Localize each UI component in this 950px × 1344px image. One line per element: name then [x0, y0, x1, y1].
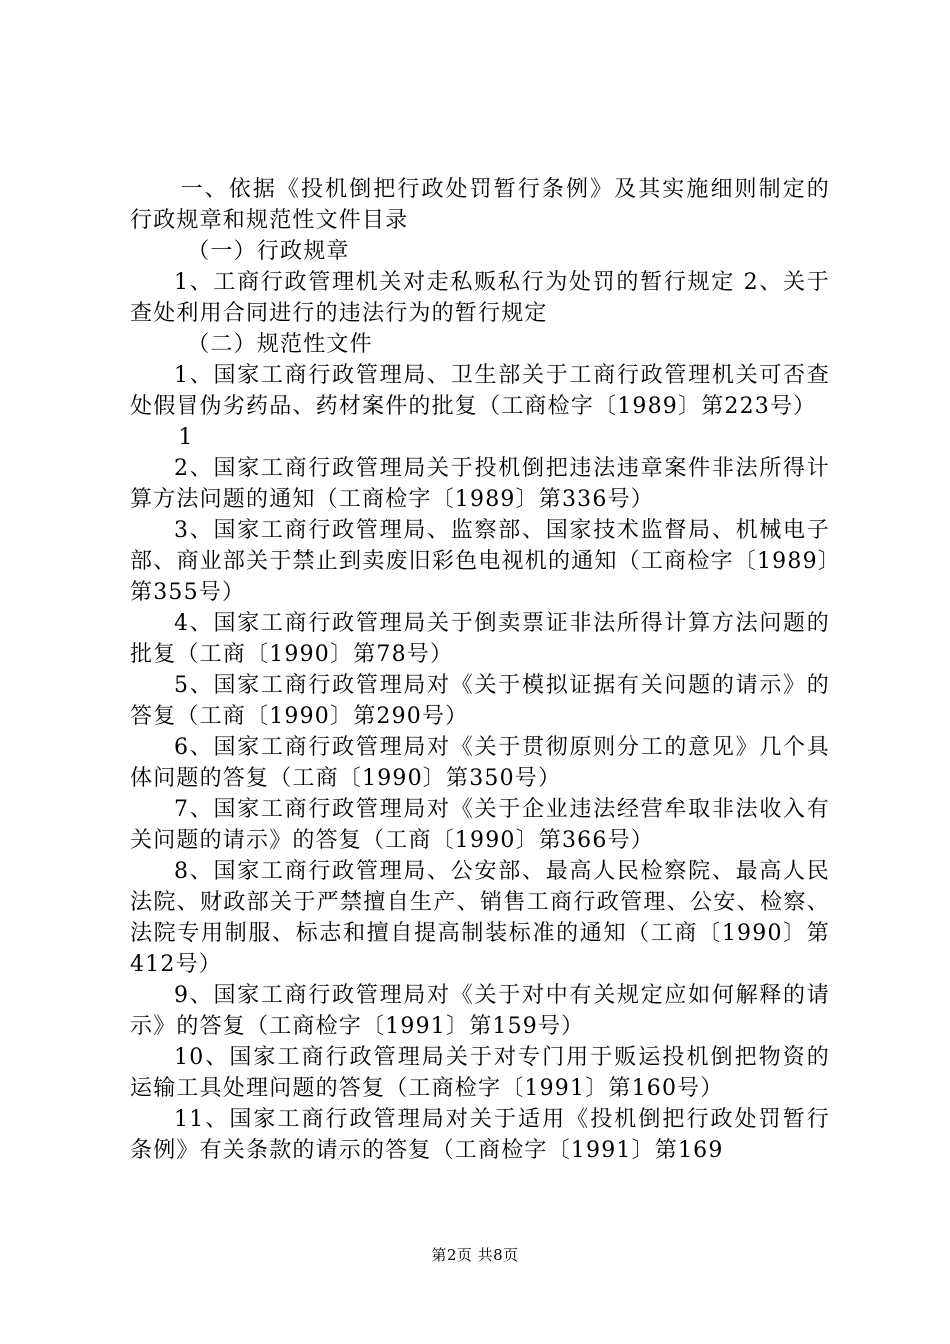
document-list-item: 1、国家工商行政管理局、卫生部关于工商行政管理机关可否查处假冒伪劣药品、药材案件的批复（工商检字〔1989〕第223号） [130, 363, 830, 419]
subsection-heading-regulations: （一）行政规章 [187, 239, 350, 264]
document-list-item: 10、国家工商行政管理局关于对专门用于贩运投机倒把物资的运输工具处理问题的答复（工商检字〔1991〕第160号） [130, 1045, 830, 1101]
regulation-list-item: 1、工商行政管理机关对走私贩私行为处罚的暂行规定 2、关于查处利用合同进行的违法行为的暂行规定 [130, 270, 830, 326]
document-list-item: 2、国家工商行政管理局关于投机倒把违法违章案件非法所得计算方法问题的通知（工商检字〔1989〕第336号） [130, 456, 830, 512]
document-list-item: 11、国家工商行政管理局对关于适用《投机倒把行政处罚暂行条例》有关条款的请示的答复（工商检字〔1991〕第169 [130, 1107, 830, 1163]
inline-page-number: 1 [178, 425, 194, 450]
document-body [130, 174, 830, 1166]
subsection-heading-normative-documents: （二）规范性文件 [187, 332, 373, 357]
section-heading: 一、依据《投机倒把行政处罚暂行条例》及其实施细则制定的行政规章和规范性文件目录 [130, 177, 830, 233]
document-list-item: 8、国家工商行政管理局、公安部、最高人民检察院、最高人民法院、财政部关于严禁擅自生产、销售工商行政管理、公安、检察、法院专用制服、标志和擅自提高制装标准的通知（工商〔1990〕第412号） [130, 859, 830, 977]
document-list-item: 3、国家工商行政管理局、监察部、国家技术监督局、机械电子部、商业部关于禁止到卖废旧彩色电视机的通知（工商检字〔1989〕第355号） [130, 518, 830, 605]
document-list-item: 4、国家工商行政管理局关于倒卖票证非法所得计算方法问题的批复（工商〔1990〕第78号） [130, 611, 830, 667]
document-list-item: 6、国家工商行政管理局对《关于贯彻原则分工的意见》几个具体问题的答复（工商〔1990〕第350号） [130, 735, 830, 791]
document-list-item: 9、国家工商行政管理局对《关于对中有关规定应如何解释的请示》的答复（工商检字〔1991〕第159号） [130, 983, 830, 1039]
document-list-item: 7、国家工商行政管理局对《关于企业违法经营牟取非法收入有关问题的请示》的答复（工商〔1990〕第366号） [130, 797, 830, 853]
document-list-item: 5、国家工商行政管理局对《关于模拟证据有关问题的请示》的答复（工商〔1990〕第290号） [130, 673, 830, 729]
page-footer: 第2页 共8页 [431, 1246, 519, 1264]
